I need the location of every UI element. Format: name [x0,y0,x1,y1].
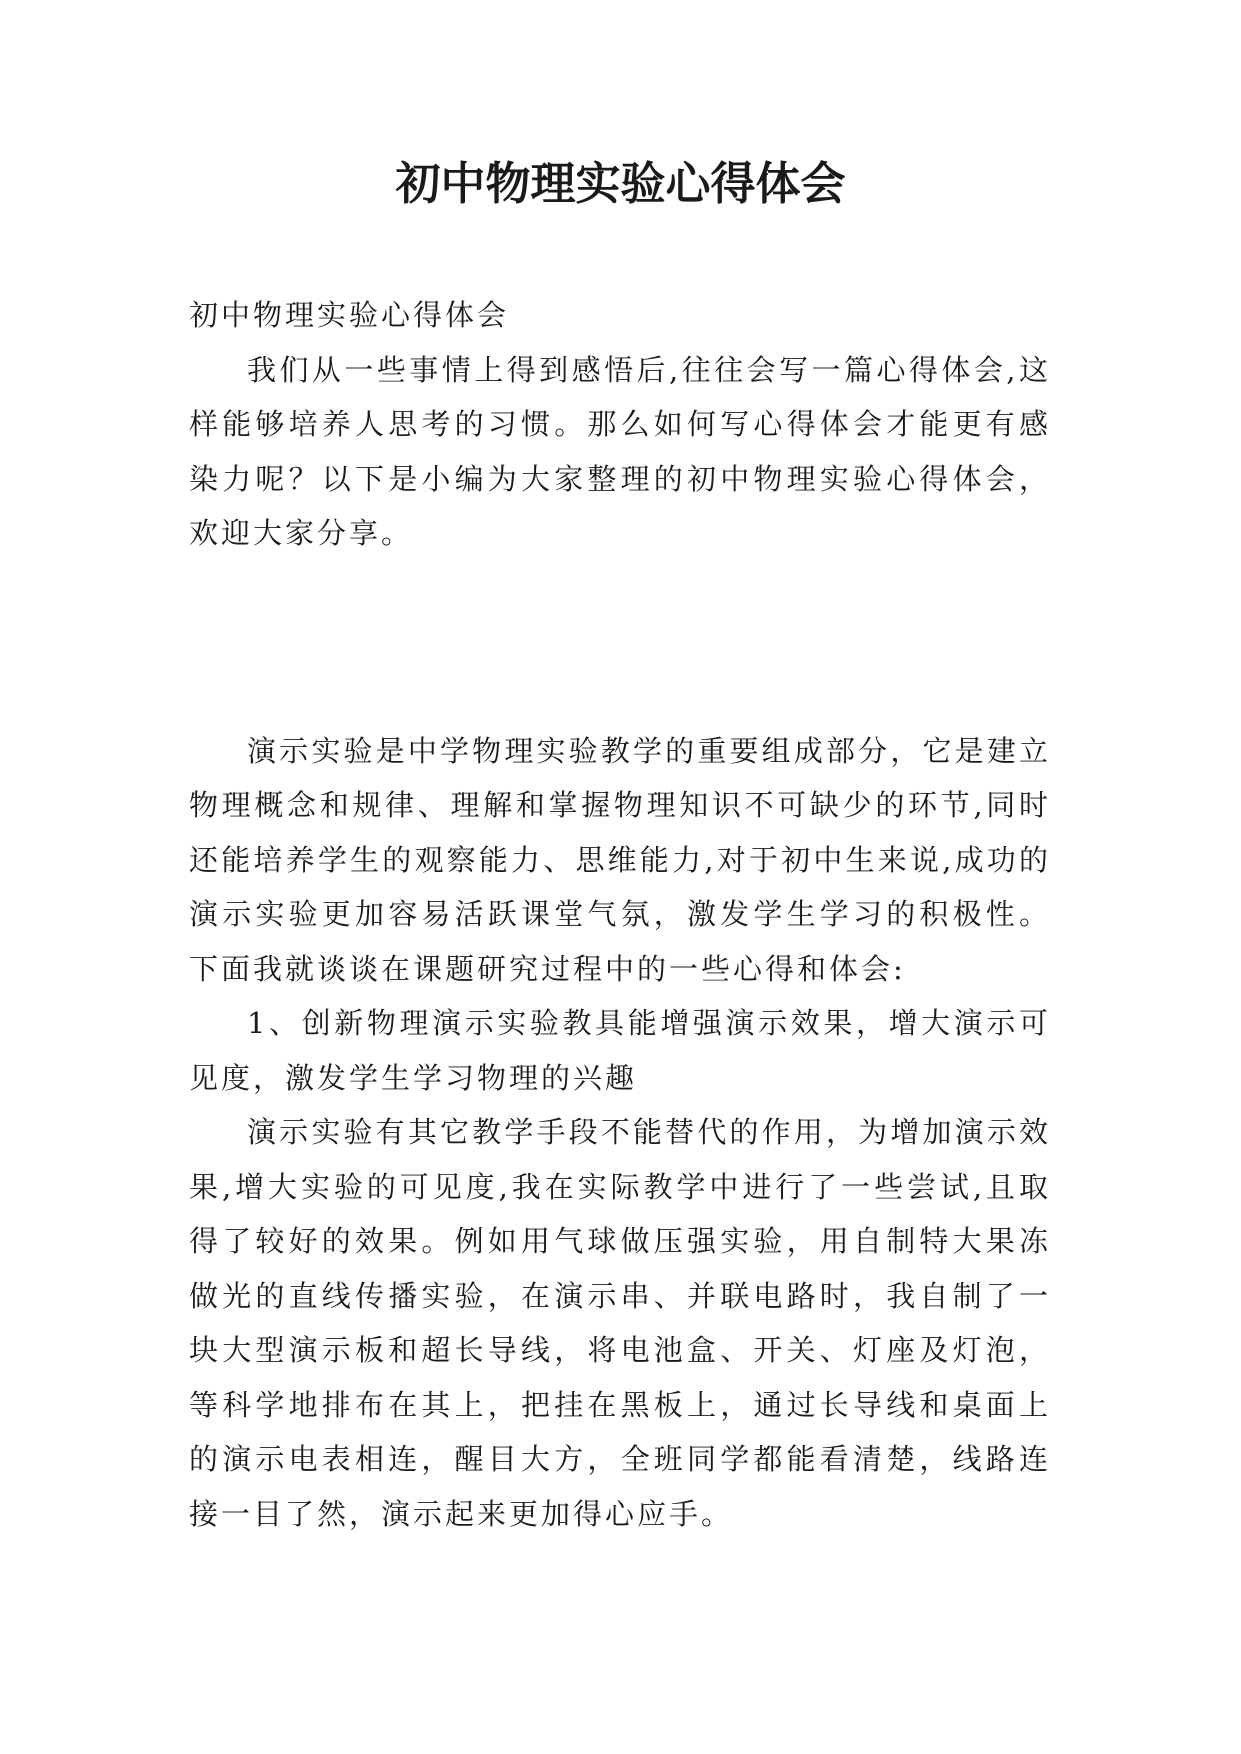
document-body [189,288,1051,1541]
section-heading-1: 1、创新物理演示实验教具能增强演示效果，增大演示可见度，激发学生学习物理的兴趣 [189,1006,1051,1095]
intro-paragraph: 我们从一些事情上得到感悟后,往往会写一篇心得体会,这样能够培养人思考的习惯。那么如何写心得体会才能更有感染力呢？以下是小编为大家整理的初中物理实验心得体会，欢迎大家分享。 [189,352,1051,550]
blank-space [189,561,1051,724]
body-paragraph-1: 演示实验是中学物理实验教学的重要组成部分，它是建立物理概念和规律、理解和掌握物理知识不可缺少的环节,同时还能培养学生的观察能力、思维能力,对于初中生来说,成功的演示实验更加容易活跃课堂气氛，激发学生学习的积极性。下面我就谈谈在课题研究过程中的一些心得和体会: [189,733,1051,986]
document-title: 初中物理实验心得体会 [395,157,846,210]
document-subtitle: 初中物理实验心得体会 [189,298,510,332]
body-paragraph-2: 演示实验有其它教学手段不能替代的作用，为增加演示效果,增大实验的可见度,我在实际教学中进行了一些尝试,且取得了较好的效果。例如用气球做压强实验，用自制特大果冻做光的直线传播实验，在演示串、并联电路时，我自制了一块大型演示板和超长导线，将电池盒、开关、灯座及灯泡，等科学地排布在其上，把挂在黑板上，通过长导线和桌面上的演示电表相连，醒目大方，全班同学都能看清楚，线路连接一目了然，演示起来更加得心应手。 [189,1115,1051,1531]
